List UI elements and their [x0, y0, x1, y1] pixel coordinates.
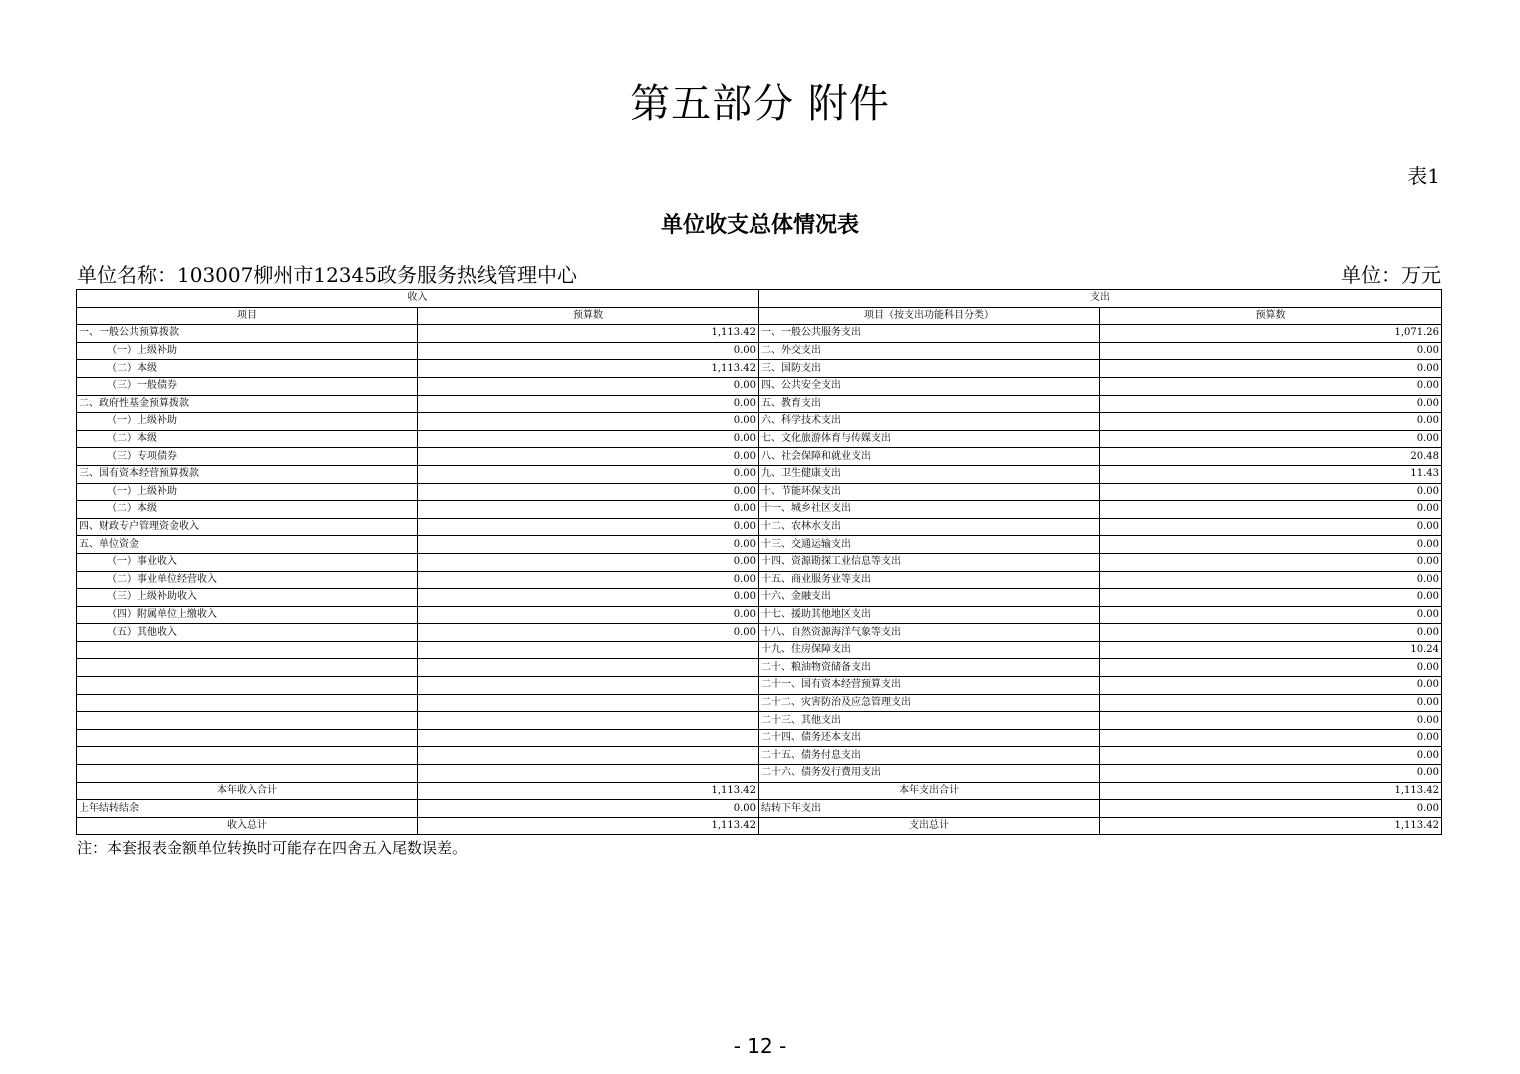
expense-item-cell: 五、教育支出 [759, 395, 1100, 413]
income-header: 收入 [77, 290, 759, 308]
expense-item-cell: 十九、住房保障支出 [759, 641, 1100, 659]
table-row [77, 606, 1442, 624]
expense-value-cell: 0.00 [1100, 430, 1442, 448]
expense-item-cell: 二十、粮油物资储备支出 [759, 659, 1100, 677]
income-item-cell: 一、一般公共预算拨款 [77, 325, 418, 343]
table-row [77, 325, 1442, 343]
expense-item-cell: 十五、商业服务业等支出 [759, 571, 1100, 589]
income-value-cell: 0.00 [418, 571, 759, 589]
table-row [77, 553, 1442, 571]
expense-value-cell: 0.00 [1100, 606, 1442, 624]
income-item-cell: 二、政府性基金预算拨款 [77, 395, 418, 413]
table-row [77, 377, 1442, 395]
income-item-cell [77, 641, 418, 659]
income-value-cell: 1,113.42 [418, 360, 759, 378]
expense-item-cell: 八、社会保障和就业支出 [759, 448, 1100, 466]
footnote: 注：本套报表金额单位转换时可能存在四舍五入尾数误差。 [77, 839, 468, 857]
income-value-cell: 0.00 [418, 501, 759, 519]
table-row [77, 448, 1442, 466]
income-total-value: 0.00 [418, 800, 759, 818]
income-value-cell: 0.00 [418, 448, 759, 466]
income-value-cell: 0.00 [418, 589, 759, 607]
expense-header: 支出 [759, 290, 1442, 308]
income-value-cell [418, 641, 759, 659]
expense-item-cell: 二、外交支出 [759, 342, 1100, 360]
unit-measure: 单位：万元 [1341, 263, 1441, 287]
table-row [77, 430, 1442, 448]
expense-value-cell: 0.00 [1100, 747, 1442, 765]
income-total-value: 1,113.42 [418, 782, 759, 800]
expense-item-cell: 十八、自然资源海洋气象等支出 [759, 624, 1100, 642]
table-row [77, 624, 1442, 642]
expense-value-cell: 0.00 [1100, 342, 1442, 360]
income-item-cell: （五）其他收入 [77, 624, 418, 642]
expense-value-cell: 0.00 [1100, 712, 1442, 730]
table-row [77, 342, 1442, 360]
expense-value-cell: 0.00 [1100, 571, 1442, 589]
expense-item-cell: 十二、农林水支出 [759, 518, 1100, 536]
expense-item-header: 项目（按支出功能科目分类） [759, 307, 1100, 325]
expense-total-label: 本年支出合计 [759, 782, 1100, 800]
table-row [77, 729, 1442, 747]
expense-total-value: 1,113.42 [1100, 782, 1442, 800]
table-row [77, 483, 1442, 501]
income-value-cell: 0.00 [418, 606, 759, 624]
header-row-1 [77, 290, 1442, 308]
table-row [77, 747, 1442, 765]
income-item-cell: （二）本级 [77, 360, 418, 378]
expense-total-label: 支出总计 [759, 817, 1100, 835]
expense-item-cell: 二十四、债务还本支出 [759, 729, 1100, 747]
expense-value-cell: 0.00 [1100, 360, 1442, 378]
expense-value-cell: 0.00 [1100, 413, 1442, 431]
table-row [77, 413, 1442, 431]
expense-total-label: 结转下年支出 [759, 800, 1100, 818]
table-row [77, 571, 1442, 589]
income-item-cell: （二）本级 [77, 501, 418, 519]
expense-value-cell: 10.24 [1100, 641, 1442, 659]
expense-item-cell: 十一、城乡社区支出 [759, 501, 1100, 519]
income-value-cell [418, 765, 759, 783]
page-number: - 12 - [733, 1034, 787, 1058]
income-value-cell [418, 712, 759, 730]
expense-value-cell: 20.48 [1100, 448, 1442, 466]
expense-item-cell: 九、卫生健康支出 [759, 465, 1100, 483]
income-item-cell: （三）上级补助收入 [77, 589, 418, 607]
expense-item-cell: 四、公共安全支出 [759, 377, 1100, 395]
income-total-value: 1,113.42 [418, 817, 759, 835]
income-value-cell: 0.00 [418, 483, 759, 501]
table-row [77, 589, 1442, 607]
table-row [77, 765, 1442, 783]
unit-info-row [77, 260, 1441, 288]
income-value-cell [418, 747, 759, 765]
income-value-cell: 1,113.42 [418, 325, 759, 343]
income-value-cell [418, 659, 759, 677]
expense-value-cell: 0.00 [1100, 677, 1442, 695]
table-row [77, 694, 1442, 712]
total-row [77, 817, 1442, 835]
expense-item-cell: 十七、援助其他地区支出 [759, 606, 1100, 624]
income-item-cell: （一）上级补助 [77, 413, 418, 431]
income-value-cell: 0.00 [418, 624, 759, 642]
expense-item-cell: 三、国防支出 [759, 360, 1100, 378]
income-value-cell: 0.00 [418, 430, 759, 448]
expense-value-cell: 0.00 [1100, 765, 1442, 783]
total-row [77, 800, 1442, 818]
income-item-cell: 四、财政专户管理资金收入 [77, 518, 418, 536]
income-item-cell [77, 712, 418, 730]
income-item-cell: 五、单位资金 [77, 536, 418, 554]
expense-value-cell: 0.00 [1100, 536, 1442, 554]
income-item-cell: （一）事业收入 [77, 553, 418, 571]
expense-value-cell: 0.00 [1100, 729, 1442, 747]
income-value-cell: 0.00 [418, 377, 759, 395]
expense-budget-header: 预算数 [1100, 307, 1442, 325]
expense-value-cell: 0.00 [1100, 377, 1442, 395]
expense-value-cell: 0.00 [1100, 518, 1442, 536]
income-item-cell [77, 677, 418, 695]
table-body [77, 325, 1442, 835]
income-item-cell [77, 659, 418, 677]
expense-value-cell: 0.00 [1100, 624, 1442, 642]
expense-item-cell: 一、一般公共服务支出 [759, 325, 1100, 343]
income-item-cell: （三）专项债券 [77, 448, 418, 466]
expense-value-cell: 0.00 [1100, 483, 1442, 501]
expense-item-cell: 二十二、灾害防治及应急管理支出 [759, 694, 1100, 712]
expense-item-cell: 二十一、国有资本经营预算支出 [759, 677, 1100, 695]
unit-name: 单位名称：103007柳州市12345政务服务热线管理中心 [77, 263, 577, 287]
expense-total-value: 0.00 [1100, 800, 1442, 818]
table-row [77, 518, 1442, 536]
part-title: 第五部分 附件 [630, 81, 890, 127]
expense-item-cell: 六、科学技术支出 [759, 413, 1100, 431]
income-item-cell: （三）一般债券 [77, 377, 418, 395]
income-item-cell: 三、国有资本经营预算拨款 [77, 465, 418, 483]
expense-value-cell: 0.00 [1100, 395, 1442, 413]
income-item-cell: （二）本级 [77, 430, 418, 448]
total-row [77, 782, 1442, 800]
expense-value-cell: 0.00 [1100, 694, 1442, 712]
table-title: 单位收支总体情况表 [660, 213, 859, 238]
expense-item-cell: 二十五、债务付息支出 [759, 747, 1100, 765]
income-item-header: 项目 [77, 307, 418, 325]
table-row [77, 536, 1442, 554]
table-row [77, 712, 1442, 730]
expense-value-cell: 11.43 [1100, 465, 1442, 483]
income-total-label: 收入总计 [77, 817, 418, 835]
income-total-label: 上年结转结余 [77, 800, 418, 818]
income-value-cell: 0.00 [418, 395, 759, 413]
expense-item-cell: 十四、资源勘探工业信息等支出 [759, 553, 1100, 571]
table-row [77, 659, 1442, 677]
expense-item-cell: 十、节能环保支出 [759, 483, 1100, 501]
income-value-cell: 0.00 [418, 465, 759, 483]
income-value-cell: 0.00 [418, 518, 759, 536]
table-row [77, 641, 1442, 659]
income-value-cell [418, 677, 759, 695]
expense-value-cell: 1,071.26 [1100, 325, 1442, 343]
table-row [77, 677, 1442, 695]
expense-item-cell: 二十三、其他支出 [759, 712, 1100, 730]
expense-item-cell: 二十六、债务发行费用支出 [759, 765, 1100, 783]
income-value-cell: 0.00 [418, 536, 759, 554]
income-budget-header: 预算数 [418, 307, 759, 325]
income-item-cell [77, 694, 418, 712]
table-row [77, 501, 1442, 519]
table-row [77, 395, 1442, 413]
header-row-2 [77, 307, 1442, 325]
expense-value-cell: 0.00 [1100, 553, 1442, 571]
income-item-cell: （二）事业单位经营收入 [77, 571, 418, 589]
income-item-cell: （一）上级补助 [77, 483, 418, 501]
table-number: 表1 [1407, 164, 1440, 188]
expense-value-cell: 0.00 [1100, 659, 1442, 677]
table-row [77, 465, 1442, 483]
income-value-cell [418, 694, 759, 712]
expense-item-cell: 十六、金融支出 [759, 589, 1100, 607]
income-expense-table [76, 289, 1442, 835]
expense-value-cell: 0.00 [1100, 589, 1442, 607]
expense-value-cell: 0.00 [1100, 501, 1442, 519]
income-item-cell: （一）上级补助 [77, 342, 418, 360]
income-item-cell [77, 729, 418, 747]
income-value-cell: 0.00 [418, 342, 759, 360]
income-value-cell: 0.00 [418, 413, 759, 431]
income-value-cell [418, 729, 759, 747]
income-item-cell [77, 765, 418, 783]
table-row [77, 360, 1442, 378]
income-item-cell [77, 747, 418, 765]
expense-item-cell: 十三、交通运输支出 [759, 536, 1100, 554]
expense-item-cell: 七、文化旅游体育与传媒支出 [759, 430, 1100, 448]
income-value-cell: 0.00 [418, 553, 759, 571]
expense-total-value: 1,113.42 [1100, 817, 1442, 835]
income-item-cell: （四）附属单位上缴收入 [77, 606, 418, 624]
income-total-label: 本年收入合计 [77, 782, 418, 800]
